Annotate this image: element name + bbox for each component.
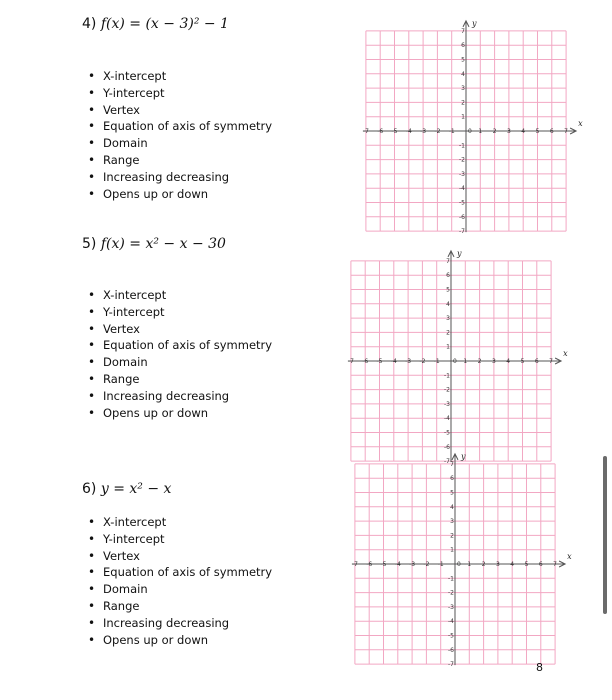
y-tick-label: 6: [446, 272, 450, 280]
list-item: • Opens up or down: [88, 186, 209, 201]
y-tick-label: -2: [444, 386, 450, 394]
x-axis-label: x: [567, 551, 572, 561]
y-tick-label: -7: [459, 228, 465, 236]
list-item: • Y-intercept: [88, 85, 165, 100]
x-tick-label: -2: [419, 357, 426, 365]
x-tick-label: 4: [510, 560, 515, 568]
x-tick-label: 1: [463, 357, 468, 365]
y-tick-label: 6: [461, 42, 465, 50]
list-item: • X-intercept: [88, 69, 167, 83]
y-tick-label: -6: [444, 443, 450, 451]
x-tick-label: -7: [351, 560, 358, 568]
x-tick-label: -5: [380, 560, 387, 568]
y-tick-label: 6: [450, 475, 454, 483]
y-tick-label: -7: [444, 458, 450, 466]
problem-6-title: [82, 481, 171, 497]
y-axis-label: y: [460, 451, 466, 461]
question-list: [88, 68, 272, 202]
list-item: • X-intercept: [88, 288, 167, 302]
x-tick-label: -6: [377, 127, 384, 135]
x-tick-label: -4: [390, 357, 397, 365]
y-tick-label: 7: [450, 460, 454, 468]
x-tick-label: 7: [549, 357, 554, 365]
problem-label: 4): [82, 16, 97, 32]
problem-equation: f(x) = (x − 3)² − 1: [100, 16, 229, 32]
x-axis-label: x: [578, 118, 583, 128]
x-tick-label: -6: [366, 560, 373, 568]
y-tick-label: 5: [446, 286, 450, 294]
list-item: • Vertex: [88, 321, 140, 336]
x-tick-label: -2: [423, 560, 430, 568]
list-item: • X-intercept: [88, 515, 167, 529]
x-tick-label: 3: [491, 357, 496, 365]
y-tick-label: -3: [444, 400, 450, 408]
y-tick-label: -5: [448, 632, 454, 640]
x-tick-label: -1: [448, 127, 455, 135]
question-list: [88, 514, 272, 648]
coordinate-grid[interactable]: [347, 248, 568, 466]
x-tick-label: -7: [347, 357, 354, 365]
list-item: • Opens up or down: [88, 632, 209, 647]
x-tick-label: 2: [481, 560, 486, 568]
y-axis-label: y: [456, 248, 462, 258]
x-tick-label: -4: [405, 127, 412, 135]
list-item: • Equation of axis of symmetry: [88, 565, 273, 580]
list-item: • Y-intercept: [88, 304, 165, 319]
y-tick-label: -6: [459, 213, 465, 221]
y-tick-label: -6: [448, 646, 454, 654]
x-tick-label: -2: [434, 127, 441, 135]
y-tick-label: -2: [448, 589, 454, 597]
y-tick-label: 1: [450, 546, 454, 554]
y-tick-label: -1: [444, 372, 450, 380]
y-tick-label: 2: [450, 532, 454, 540]
x-tick-label: 4: [506, 357, 511, 365]
list-item: • Range: [88, 598, 140, 613]
x-tick-label: 7: [564, 127, 569, 135]
list-item: • Opens up or down: [88, 405, 209, 420]
list-item: • Vertex: [88, 102, 140, 117]
y-tick-label: 7: [461, 27, 465, 35]
y-tick-label: 4: [450, 503, 454, 511]
list-item: • Domain: [88, 355, 148, 370]
problem-4-title: [82, 16, 229, 32]
y-tick-label: 5: [450, 489, 454, 497]
x-tick-label: 6: [534, 357, 539, 365]
problem-equation: f(x) = x² − x − 30: [100, 236, 226, 252]
list-item: • Vertex: [88, 548, 140, 563]
x-tick-label: -6: [362, 357, 369, 365]
y-tick-label: 3: [446, 315, 450, 323]
x-tick-label: -3: [420, 127, 427, 135]
x-tick-label: 3: [495, 560, 500, 568]
list-item: • Increasing decreasing: [88, 169, 230, 184]
y-tick-label: -4: [459, 185, 465, 193]
x-tick-label: -1: [433, 357, 440, 365]
list-item: • Equation of axis of symmetry: [88, 119, 273, 134]
y-tick-label: -1: [448, 575, 454, 583]
x-tick-label: 2: [492, 127, 497, 135]
problem-label: 6): [82, 481, 97, 497]
y-tick-label: -4: [448, 618, 454, 626]
page-number: 8: [536, 661, 543, 674]
y-tick-label: -3: [448, 603, 454, 611]
x-tick-label: -1: [437, 560, 444, 568]
y-tick-label: 2: [446, 329, 450, 337]
y-tick-label: -2: [459, 156, 465, 164]
y-tick-label: -1: [459, 142, 465, 150]
x-tick-label: -3: [409, 560, 416, 568]
y-tick-label: 1: [461, 113, 465, 121]
list-item: • Increasing decreasing: [88, 615, 230, 630]
x-axis-label: x: [563, 348, 568, 358]
scrollbar[interactable]: [603, 456, 607, 614]
x-tick-label: 6: [549, 127, 554, 135]
problem-equation: y = x² − x: [100, 481, 172, 497]
x-tick-label: -7: [362, 127, 369, 135]
x-tick-label: 5: [524, 560, 529, 568]
origin-label: 0: [467, 127, 472, 135]
x-tick-label: -5: [376, 357, 383, 365]
x-tick-label: 4: [521, 127, 526, 135]
x-tick-label: 3: [506, 127, 511, 135]
x-tick-label: -3: [405, 357, 412, 365]
y-tick-label: -4: [444, 415, 450, 423]
x-tick-label: 6: [538, 560, 543, 568]
y-axis-label: y: [471, 18, 477, 28]
y-tick-label: 4: [461, 70, 465, 78]
y-tick-label: 3: [461, 85, 465, 93]
y-tick-label: 2: [461, 99, 465, 107]
y-tick-label: 4: [446, 300, 450, 308]
list-item: • Equation of axis of symmetry: [88, 338, 273, 353]
list-item: • Increasing decreasing: [88, 388, 230, 403]
coordinate-grid[interactable]: [362, 18, 583, 236]
y-tick-label: 7: [446, 257, 450, 265]
x-tick-label: -5: [391, 127, 398, 135]
list-item: • Range: [88, 152, 140, 167]
list-item: • Y-intercept: [88, 531, 165, 546]
list-item: • Domain: [88, 582, 148, 597]
y-tick-label: 5: [461, 56, 465, 64]
y-tick-label: -5: [444, 429, 450, 437]
question-list: [88, 287, 272, 421]
y-tick-label: -3: [459, 170, 465, 178]
x-tick-label: 1: [478, 127, 483, 135]
x-tick-label: 5: [520, 357, 525, 365]
x-tick-label: -4: [394, 560, 401, 568]
problem-label: 5): [82, 236, 97, 252]
problem-5-title: [82, 236, 226, 252]
x-tick-label: 2: [477, 357, 482, 365]
origin-label: 0: [456, 560, 461, 568]
coordinate-grid[interactable]: [351, 451, 572, 669]
x-tick-label: 7: [553, 560, 557, 568]
y-tick-label: 3: [450, 518, 454, 526]
list-item: • Range: [88, 371, 140, 386]
x-tick-label: 1: [467, 560, 472, 568]
y-tick-label: -5: [459, 199, 465, 207]
list-item: • Domain: [88, 136, 148, 151]
x-tick-label: 5: [535, 127, 540, 135]
origin-label: 0: [452, 357, 457, 365]
y-tick-label: 1: [446, 343, 450, 351]
y-tick-label: -7: [448, 661, 454, 669]
